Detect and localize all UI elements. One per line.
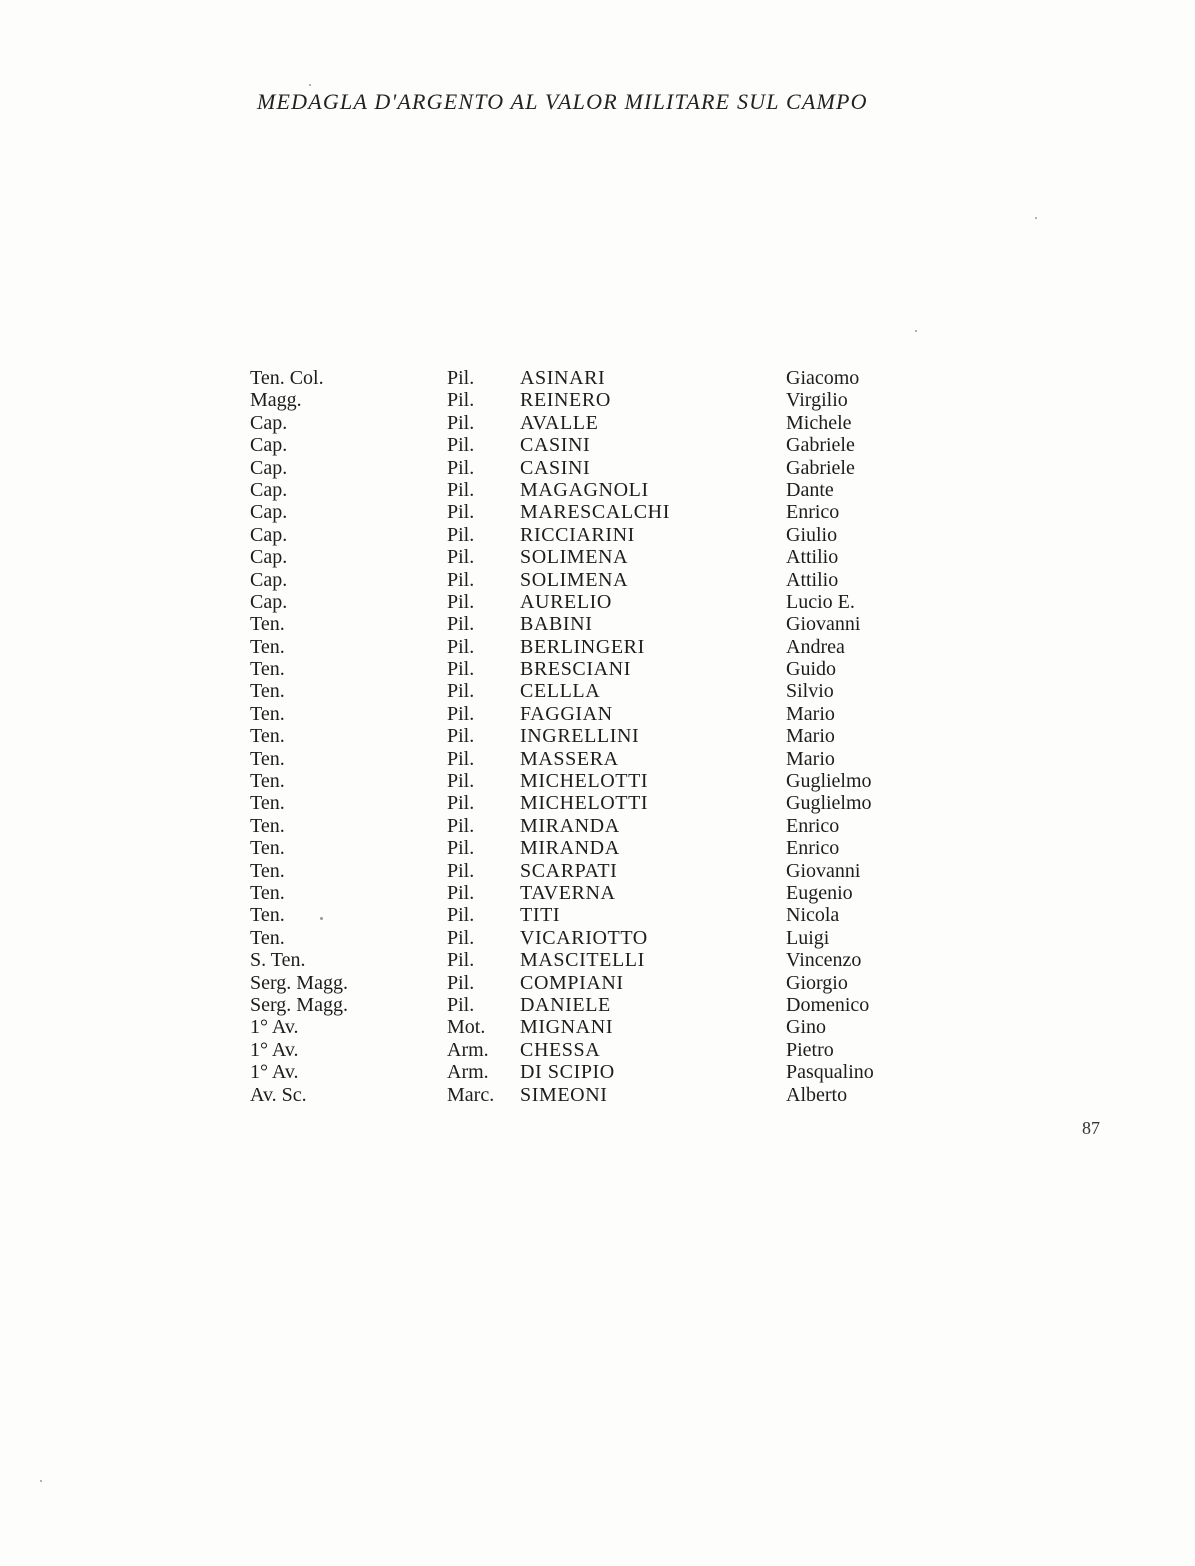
roster-row <box>250 703 950 725</box>
given-name-text: Dante <box>786 478 834 501</box>
surname-text: DANIELE <box>520 993 611 1016</box>
surname-text: MICHELOTTI <box>520 770 649 793</box>
surname-text: RICCIARINI <box>520 523 635 546</box>
rank-text: Ten. <box>250 725 285 748</box>
surname-text: MIRANDA <box>520 837 620 860</box>
paper-speck <box>915 330 917 332</box>
specialty-text: Pil. <box>447 523 475 546</box>
given-name-text: Luigi <box>786 926 830 949</box>
roster-row <box>250 412 950 434</box>
surname-text: MASSERA <box>520 747 619 770</box>
rank-text: Cap. <box>250 456 288 479</box>
surname-text: SCARPATI <box>520 859 618 882</box>
surname-text: CHESSA <box>520 1038 601 1061</box>
specialty-text: Marc. <box>447 1083 495 1106</box>
rank-text: Magg. <box>250 389 302 412</box>
given-name-text: Silvio <box>786 680 834 703</box>
rank-text: Cap. <box>250 411 288 434</box>
roster-row <box>250 972 950 994</box>
surname-text: ASINARI <box>520 367 606 389</box>
given-name-text: Lucio E. <box>786 590 855 613</box>
surname-text: BERLINGERI <box>520 635 645 658</box>
specialty-text: Pil. <box>447 546 475 569</box>
surname-text: VICARIOTTO <box>520 926 648 949</box>
surname-text: MICHELOTTI <box>520 792 649 815</box>
roster-row <box>250 434 950 456</box>
specialty-text: Mot. <box>447 1016 486 1039</box>
paper-speck <box>320 917 323 920</box>
rank-text: Cap. <box>250 501 288 524</box>
surname-text: DI SCIPIO <box>520 1061 615 1084</box>
given-name-text: Guglielmo <box>786 770 872 793</box>
surname-text: SIMEONI <box>520 1083 608 1106</box>
given-name-text: Enrico <box>786 501 840 524</box>
roster-row <box>250 501 950 523</box>
given-name-text: Mario <box>786 702 835 725</box>
roster-row <box>250 837 950 859</box>
surname-text: MAGAGNOLI <box>520 478 649 501</box>
roster-row <box>250 546 950 568</box>
given-name-text: Andrea <box>786 635 845 658</box>
rank-text: Ten. <box>250 658 285 681</box>
paper-speck <box>40 1480 42 1482</box>
given-name-text: Alberto <box>786 1083 848 1106</box>
given-name-text: Giulio <box>786 523 838 546</box>
roster-row <box>250 815 950 837</box>
specialty-text: Pil. <box>447 501 475 524</box>
page-title: MEDAGLA D'ARGENTO AL VALOR MILITARE SUL CAMPO <box>257 89 868 114</box>
rank-text: 1° Av. <box>250 1016 299 1039</box>
roster-row <box>250 636 950 658</box>
rank-text: Cap. <box>250 478 288 501</box>
given-name-text: Guglielmo <box>786 792 872 815</box>
specialty-text: Pil. <box>447 590 475 613</box>
roster-row <box>250 658 950 680</box>
surname-text: MASCITELLI <box>520 949 645 972</box>
specialty-text: Pil. <box>447 635 475 658</box>
surname-text: BABINI <box>520 613 593 636</box>
specialty-text: Pil. <box>447 389 475 412</box>
roster-row <box>250 1016 950 1038</box>
roster-row <box>250 949 950 971</box>
specialty-text: Pil. <box>447 859 475 882</box>
rank-text: Ten. <box>250 702 285 725</box>
specialty-text: Pil. <box>447 993 475 1016</box>
rank-text: 1° Av. <box>250 1061 299 1084</box>
roster-row <box>250 882 950 904</box>
rank-text: Ten. <box>250 613 285 636</box>
specialty-text: Pil. <box>447 814 475 837</box>
given-name-text: Guido <box>786 658 836 681</box>
specialty-text: Pil. <box>447 971 475 994</box>
roster-row <box>250 613 950 635</box>
rank-text: Ten. <box>250 926 285 949</box>
specialty-text: Pil. <box>447 478 475 501</box>
page-number: 87 <box>1082 1118 1100 1138</box>
rank-text: Ten. <box>250 904 285 927</box>
given-name-text: Attilio <box>786 546 839 569</box>
specialty-text: Pil. <box>447 747 475 770</box>
surname-text: MARESCALCHI <box>520 501 670 524</box>
rank-text: Cap. <box>250 546 288 569</box>
rank-text: Ten. Col. <box>250 367 324 389</box>
given-name-text: Gino <box>786 1016 826 1039</box>
rank-text: Ten. <box>250 747 285 770</box>
roster-row <box>250 367 950 389</box>
specialty-text: Pil. <box>447 904 475 927</box>
roster-row <box>250 994 950 1016</box>
paper-speck <box>309 84 311 86</box>
roster-row <box>250 457 950 479</box>
rank-text: Cap. <box>250 590 288 613</box>
specialty-text: Pil. <box>447 658 475 681</box>
rank-text: Cap. <box>250 434 288 457</box>
given-name-text: Vincenzo <box>786 949 862 972</box>
surname-text: TAVERNA <box>520 881 616 904</box>
surname-text: FAGGIAN <box>520 702 613 725</box>
specialty-text: Pil. <box>447 434 475 457</box>
specialty-text: Pil. <box>447 680 475 703</box>
rank-text: Serg. Magg. <box>250 971 348 994</box>
rank-text: Av. Sc. <box>250 1083 307 1106</box>
given-name-text: Mario <box>786 725 835 748</box>
surname-text: TITI <box>520 904 561 927</box>
specialty-text: Pil. <box>447 725 475 748</box>
given-name-text: Virgilio <box>786 389 848 412</box>
roster-row <box>250 680 950 702</box>
surname-text: INGRELLINI <box>520 725 640 748</box>
rank-text: Ten. <box>250 837 285 860</box>
roster-row <box>250 1061 950 1083</box>
given-name-text: Giorgio <box>786 971 848 994</box>
surname-text: CASINI <box>520 456 591 479</box>
rank-text: Cap. <box>250 568 288 591</box>
surname-text: MIRANDA <box>520 814 620 837</box>
roster-row <box>250 389 950 411</box>
given-name-text: Pasqualino <box>786 1061 874 1084</box>
specialty-text: Pil. <box>447 702 475 725</box>
roster-row <box>250 1039 950 1061</box>
rank-text: S. Ten. <box>250 949 306 972</box>
given-name-text: Attilio <box>786 568 839 591</box>
specialty-text: Pil. <box>447 568 475 591</box>
specialty-text: Pil. <box>447 367 475 389</box>
specialty-text: Pil. <box>447 613 475 636</box>
given-name-text: Giacomo <box>786 367 860 389</box>
specialty-text: Pil. <box>447 949 475 972</box>
surname-text: MIGNANI <box>520 1016 614 1039</box>
roster-row <box>250 748 950 770</box>
specialty-text: Pil. <box>447 837 475 860</box>
surname-text: SOLIMENA <box>520 568 629 591</box>
given-name-text: Pietro <box>786 1038 834 1061</box>
surname-text: AURELIO <box>520 590 612 613</box>
specialty-text: Arm. <box>447 1061 489 1084</box>
given-name-text: Enrico <box>786 837 840 860</box>
rank-text: 1° Av. <box>250 1038 299 1061</box>
surname-text: SOLIMENA <box>520 546 629 569</box>
given-name-text: Eugenio <box>786 881 853 904</box>
paper-speck <box>1035 217 1037 219</box>
surname-text: AVALLE <box>520 411 599 434</box>
rank-text: Serg. Magg. <box>250 993 348 1016</box>
specialty-text: Pil. <box>447 456 475 479</box>
specialty-text: Pil. <box>447 792 475 815</box>
specialty-text: Pil. <box>447 881 475 904</box>
roster-row <box>250 524 950 546</box>
rank-text: Ten. <box>250 792 285 815</box>
given-name-text: Enrico <box>786 814 840 837</box>
roster-row <box>250 770 950 792</box>
surname-text: CASINI <box>520 434 591 457</box>
specialty-text: Pil. <box>447 411 475 434</box>
surname-text: COMPIANI <box>520 971 624 994</box>
given-name-text: Nicola <box>786 904 840 927</box>
given-name-text: Gabriele <box>786 434 855 457</box>
given-name-text: Giovanni <box>786 613 861 636</box>
roster-row <box>250 927 950 949</box>
roster-row <box>250 479 950 501</box>
specialty-text: Pil. <box>447 926 475 949</box>
rank-text: Ten. <box>250 770 285 793</box>
rank-text: Ten. <box>250 881 285 904</box>
surname-text: CELLLA <box>520 680 601 703</box>
given-name-text: Gabriele <box>786 456 855 479</box>
specialty-text: Arm. <box>447 1038 489 1061</box>
rank-text: Ten. <box>250 680 285 703</box>
roster-row <box>250 591 950 613</box>
surname-text: REINERO <box>520 389 611 412</box>
roster-row <box>250 904 950 926</box>
given-name-text: Giovanni <box>786 859 861 882</box>
roster-row <box>250 1084 950 1106</box>
given-name-text: Domenico <box>786 993 870 1016</box>
specialty-text: Pil. <box>447 770 475 793</box>
rank-text: Ten. <box>250 635 285 658</box>
surname-text: BRESCIANI <box>520 658 631 681</box>
roster-row <box>250 792 950 814</box>
rank-text: Cap. <box>250 523 288 546</box>
given-name-text: Michele <box>786 411 852 434</box>
roster-row <box>250 725 950 747</box>
rank-text: Ten. <box>250 814 285 837</box>
rank-text: Ten. <box>250 859 285 882</box>
honoree-list <box>250 367 950 1106</box>
roster-row <box>250 569 950 591</box>
roster-row <box>250 860 950 882</box>
given-name-text: Mario <box>786 747 835 770</box>
